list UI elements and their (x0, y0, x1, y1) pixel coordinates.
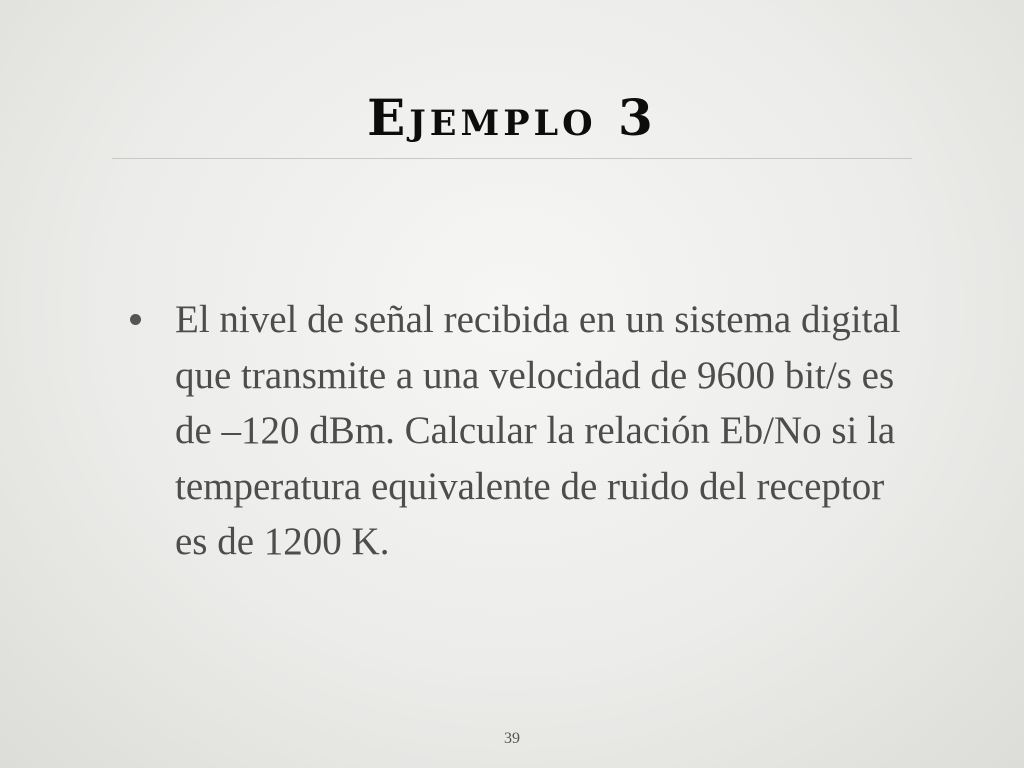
bullet-dot-icon (130, 314, 141, 325)
title-divider (112, 158, 912, 159)
bullet-list (130, 292, 910, 570)
page-number: 39 (504, 730, 520, 747)
bullet-text: El nivel de señal recibida en un sistema digital que transmite a una velocidad de 9600 bit/s es de –120 dBm. Calcular la relación Eb/No si la temperatura equivalente de ruido del receptor es de 1200 K. (175, 298, 901, 563)
bullet-item (130, 292, 910, 570)
slide-title: Ejemplo 3 (367, 88, 657, 147)
